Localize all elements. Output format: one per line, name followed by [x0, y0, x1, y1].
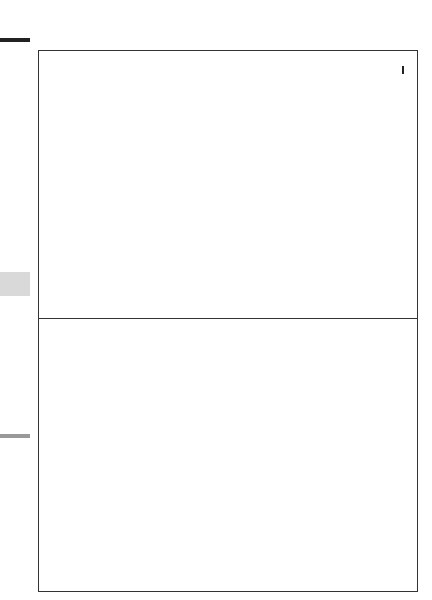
toc-divider — [38, 318, 418, 319]
day-heading-col — [177, 326, 192, 584]
volume-title-col — [395, 66, 410, 312]
page-number — [404, 516, 419, 576]
volume-title — [402, 66, 404, 74]
date-heading-col — [376, 66, 391, 312]
spine-rule-top — [0, 38, 30, 42]
book-spine — [0, 0, 30, 600]
spine-band — [0, 272, 30, 296]
spine-rule-bottom — [0, 434, 30, 438]
toc-frame — [38, 50, 418, 592]
